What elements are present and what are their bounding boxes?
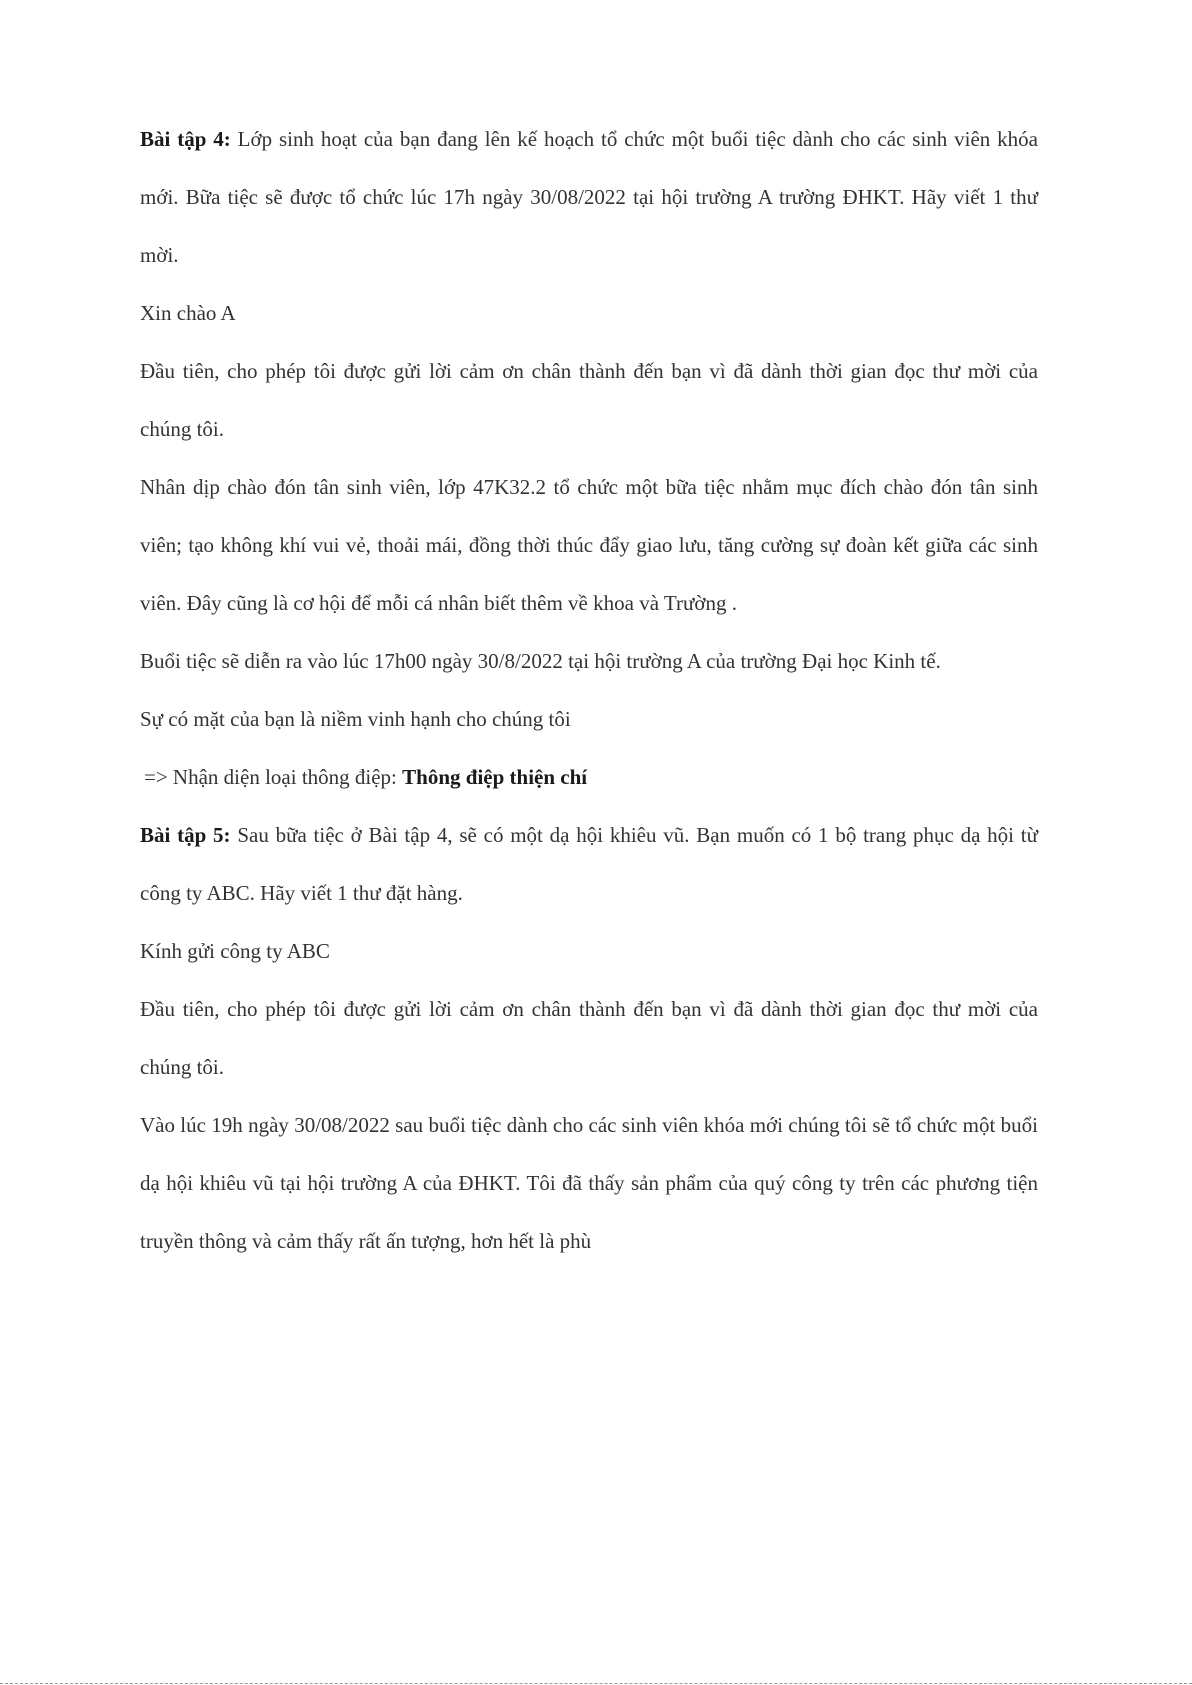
exercise-4-greeting: Xin chào A [140, 301, 236, 325]
exercise-4-prompt-text: Lớp sinh hoạt của bạn đang lên kế hoạch tổ chức một buổi tiệc dành cho các sinh viên khóa mới. Bữa tiệc sẽ được tổ chức lúc 17h ngày 30/08/2022 tại hội trường A trường ĐHKT. Hãy viết 1 thư mời. [140, 127, 1038, 267]
exercise-4-heading: Bài tập 4: [140, 127, 231, 151]
conclusion-value: Thông điệp thiện chí [402, 765, 588, 789]
exercise-4-paragraph-2: Nhân dịp chào đón tân sinh viên, lớp 47K32.2 tổ chức một bữa tiệc nhằm mục đích chào đón tân sinh viên; tạo không khí vui vẻ, thoải mái, đồng thời thúc đẩy giao lưu, tăng cường sự đoàn kết giữa các sinh viên. Đây cũng là cơ hội để mỗi cá nhân biết thêm về khoa và Trường . [140, 475, 1038, 615]
exercise-5-prompt [140, 806, 1038, 922]
document-body [140, 110, 1038, 1270]
exercise-4-prompt [140, 110, 1038, 284]
exercise-5-greeting: Kính gửi công ty ABC [140, 939, 330, 963]
exercise-4-paragraph-4: Sự có mặt của bạn là niềm vinh hạnh cho chúng tôi [140, 707, 571, 731]
exercise-5-prompt-text: Sau bữa tiệc ở Bài tập 4, sẽ có một dạ hội khiêu vũ. Bạn muốn có 1 bộ trang phục dạ hội từ công ty ABC. Hãy viết 1 thư đặt hàng. [140, 823, 1038, 905]
page-bottom-border [0, 1683, 1192, 1684]
exercise-5-paragraph-1: Đầu tiên, cho phép tôi được gửi lời cảm ơn chân thành đến bạn vì đã dành thời gian đọc thư mời của chúng tôi. [140, 997, 1038, 1079]
exercise-5-paragraph-2: Vào lúc 19h ngày 30/08/2022 sau buổi tiệc dành cho các sinh viên khóa mới chúng tôi sẽ tổ chức một buổi dạ hội khiêu vũ tại hội trường A của ĐHKT. Tôi đã thấy sản phẩm của quý công ty trên các phương tiện truyền thông và cảm thấy rất ấn tượng, hơn hết là phù [140, 1113, 1038, 1253]
exercise-4-conclusion [140, 748, 1038, 806]
exercise-4-paragraph-1: Đầu tiên, cho phép tôi được gửi lời cảm ơn chân thành đến bạn vì đã dành thời gian đọc thư mời của chúng tôi. [140, 359, 1038, 441]
exercise-4-paragraph-3: Buổi tiệc sẽ diễn ra vào lúc 17h00 ngày 30/8/2022 tại hội trường A của trường Đại học Kinh tế. [140, 649, 941, 673]
conclusion-label: => Nhận diện loại thông điệp: [144, 765, 403, 789]
exercise-5-heading: Bài tập 5: [140, 823, 231, 847]
